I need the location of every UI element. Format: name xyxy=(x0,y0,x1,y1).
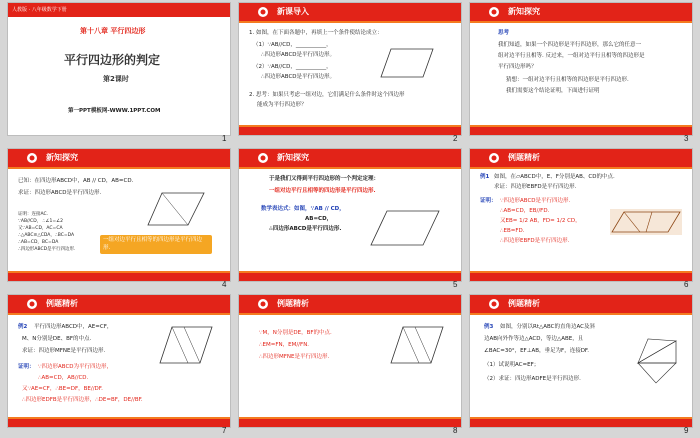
slide-thumbnail-8[interactable] xyxy=(238,294,462,428)
question-1c: （2）∵AB//CD，___________， xyxy=(253,64,332,70)
example-text-1: 如图，分别以Rt△ABC的直角边AC及斜 xyxy=(500,324,595,330)
slide-thumbnail-2[interactable] xyxy=(238,2,462,136)
parallelogram-figure xyxy=(610,209,682,235)
header-icon xyxy=(488,6,500,18)
chapter-title: 第十八章 平行四边形 xyxy=(80,27,146,35)
header-icon xyxy=(26,152,38,164)
parallelogram-figure xyxy=(158,325,214,365)
proof-line-2: ∴AB=CD，EB//FD. xyxy=(500,208,550,214)
slide-thumbnail-3[interactable] xyxy=(469,2,693,136)
proof-line-1: ∵四边形ABCD为平行四边形， xyxy=(38,364,113,370)
theorem-callout: 一组对边平行且相等的四边形是平行四边形. xyxy=(100,235,212,254)
header-icon xyxy=(488,152,500,164)
triangle-figure xyxy=(630,335,682,385)
example-prove: 求证：四边形MFNE是平行四边形. xyxy=(22,348,106,354)
proof-line-1: 证明：连接AC. xyxy=(18,212,49,217)
proof-line-6: ∴四边形ABCD是平行四边形. xyxy=(18,247,76,252)
think-text-1: 我们知道，如果一个四边形是平行四边形，那么它的任意一 xyxy=(498,42,642,48)
section-label: 新知探究 xyxy=(508,7,540,16)
math-expression-2: AB=CD， xyxy=(305,216,333,222)
math-expression: 数学表达式：如图，∵AB // CD， xyxy=(261,206,345,212)
parallelogram-figure xyxy=(379,47,435,79)
slide-thumbnail-7[interactable] xyxy=(7,294,231,428)
proof-line-4: ∴EB=FD. xyxy=(500,228,525,234)
example-given-2: M、N分别是DE、BF的中点. xyxy=(22,336,92,342)
section-label: 新知探究 xyxy=(46,153,78,162)
example-label: 例3 xyxy=(484,324,494,330)
parallelogram-figure xyxy=(369,209,441,247)
conjecture: 猜想：一组对边平行且相等的四边形是平行四边形. xyxy=(506,77,629,83)
example-question-2: （2）求证：四边形ADFE是平行四边形. xyxy=(484,376,581,382)
slide-thumbnail-6[interactable] xyxy=(469,148,693,282)
slide-thumbnail-1[interactable] xyxy=(7,2,231,136)
question-2b: 能成为平行四边形？ xyxy=(257,102,307,108)
example-given: 如图，在▱ABCD中，E、F分别是AB、CD的中点. xyxy=(494,174,615,180)
proof-line-1: ∵M，N分别是DE，BF的中点. xyxy=(259,330,332,336)
parallelogram-figure xyxy=(389,325,445,365)
section-label: 例题精析 xyxy=(508,299,540,308)
header-icon xyxy=(488,298,500,310)
slide-number-8: 8 xyxy=(453,426,458,435)
question-2: 2. 思考：如果只考虑一组对边，它们满足什么条件时这个四边形 xyxy=(249,92,405,98)
proof-line-2: ∴AB=CD，AB//CD. xyxy=(38,375,89,381)
example-prove: 求证：四边形EBFD是平行四边形. xyxy=(494,184,577,190)
given: 已知：在四边形ABCD中，AB // CD，AB=CD. xyxy=(18,178,134,184)
math-conclusion: ∴四边形ABCD是平行四边形. xyxy=(269,226,342,232)
proof-line-3: 又∵AB=CD，AC=CA xyxy=(18,226,63,231)
example-given-1: 平行四边形ABCD中，AE=CF， xyxy=(34,324,113,330)
question-1d: ∴四边形ABCD是平行四边形。 xyxy=(261,74,336,80)
slide-number-6: 6 xyxy=(684,280,689,289)
slide-thumbnail-5[interactable] xyxy=(238,148,462,282)
publisher-logo: 人教版 · 八年级数学下册 xyxy=(12,7,67,13)
proof-line-4: ∴四边形EDFB是平行四边形，∴DE=BF，DE//BF. xyxy=(22,397,143,403)
theorem-intro: 于是我们又得到平行四边形的一个判定定理： xyxy=(269,176,380,182)
example-text-2: 边AB向外作等边△ACD，等边△ABE，且 xyxy=(484,336,584,342)
example-label: 例2 xyxy=(18,324,28,330)
proof-line-1: ∵四边形ABCD是平行四边形. xyxy=(500,198,571,204)
proof-line-5: ∴四边形EBFD是平行四边形. xyxy=(500,238,570,244)
think-text-3: 平行四边形吗？ xyxy=(498,64,537,70)
think-text-2: 组对边平行且相等. 反过来，一组对边平行且相等的四边形是 xyxy=(498,53,645,59)
section-label: 例题精析 xyxy=(46,299,78,308)
slide-number-7: 7 xyxy=(222,426,227,435)
slide-main-title: 平行四边形的判定 xyxy=(64,53,161,67)
slide-number-3: 3 xyxy=(684,134,689,143)
section-label: 例题精析 xyxy=(277,299,309,308)
header-icon xyxy=(257,6,269,18)
slide-number-4: 4 xyxy=(222,280,227,289)
header-icon xyxy=(26,298,38,310)
proof-label: 证明： xyxy=(18,364,35,370)
proof-line-2: ∴EM=FN，EM//FN. xyxy=(259,342,310,348)
slide-thumbnail-9[interactable] xyxy=(469,294,693,428)
example-label: 例1 xyxy=(480,174,490,180)
slide-number-9: 9 xyxy=(684,426,689,435)
slide-number-2: 2 xyxy=(453,134,458,143)
lesson-label: 第2课时 xyxy=(103,75,129,83)
proof-line-4: ∴△ABC≌△CDA，∴BC=DA xyxy=(18,233,75,238)
example-question-1: （1）试说明AC=EF； xyxy=(484,362,540,368)
header-icon xyxy=(257,298,269,310)
template-footer: 第一PPT模板网-WWW.1PPT.COM xyxy=(68,108,161,114)
proof-label: 证明： xyxy=(480,198,497,204)
slide-thumbnail-4[interactable] xyxy=(7,148,231,282)
proof-line-3: 又EB= 1/2 AB，FD= 1/2 CD， xyxy=(500,218,581,224)
example-text-3: ∠BAC=30°，EF⊥AB，垂足为F，连接DF. xyxy=(484,348,589,354)
proof-note: 我们需要这个结论证明，下面进行证明 xyxy=(506,88,600,94)
slide-number-1: 1 xyxy=(222,134,227,143)
question-1a: （1）∵AB//CD，___________， xyxy=(253,42,332,48)
theorem-statement: 一组对边平行且相等的四边形是平行四边形. xyxy=(269,188,376,194)
section-label: 新课导入 xyxy=(277,7,309,16)
slide-number-5: 5 xyxy=(453,280,458,289)
prove: 求证：四边形ABCD是平行四边形. xyxy=(18,190,102,196)
question-1: 1. 如图，在下面各题中，再填上一个条件使结论成立： xyxy=(249,30,383,36)
proof-line-3: 又∵AE=CF，∴BE=DF，BE//DF. xyxy=(22,386,103,392)
proof-line-3: ∴四边形MFNE是平行四边形. xyxy=(259,354,330,360)
parallelogram-figure xyxy=(146,191,206,227)
proof-line-2: ∵AB//CD， ∴∠1=∠2 xyxy=(18,219,64,224)
header-icon xyxy=(257,152,269,164)
section-label: 新知探究 xyxy=(277,153,309,162)
question-1b: ∴四边形ABCD是平行四边形。 xyxy=(261,52,336,58)
think-heading: 思考 xyxy=(498,30,510,36)
section-label: 例题精析 xyxy=(508,153,540,162)
proof-line-5: ∴AB=CD，BC=DA xyxy=(18,240,59,245)
